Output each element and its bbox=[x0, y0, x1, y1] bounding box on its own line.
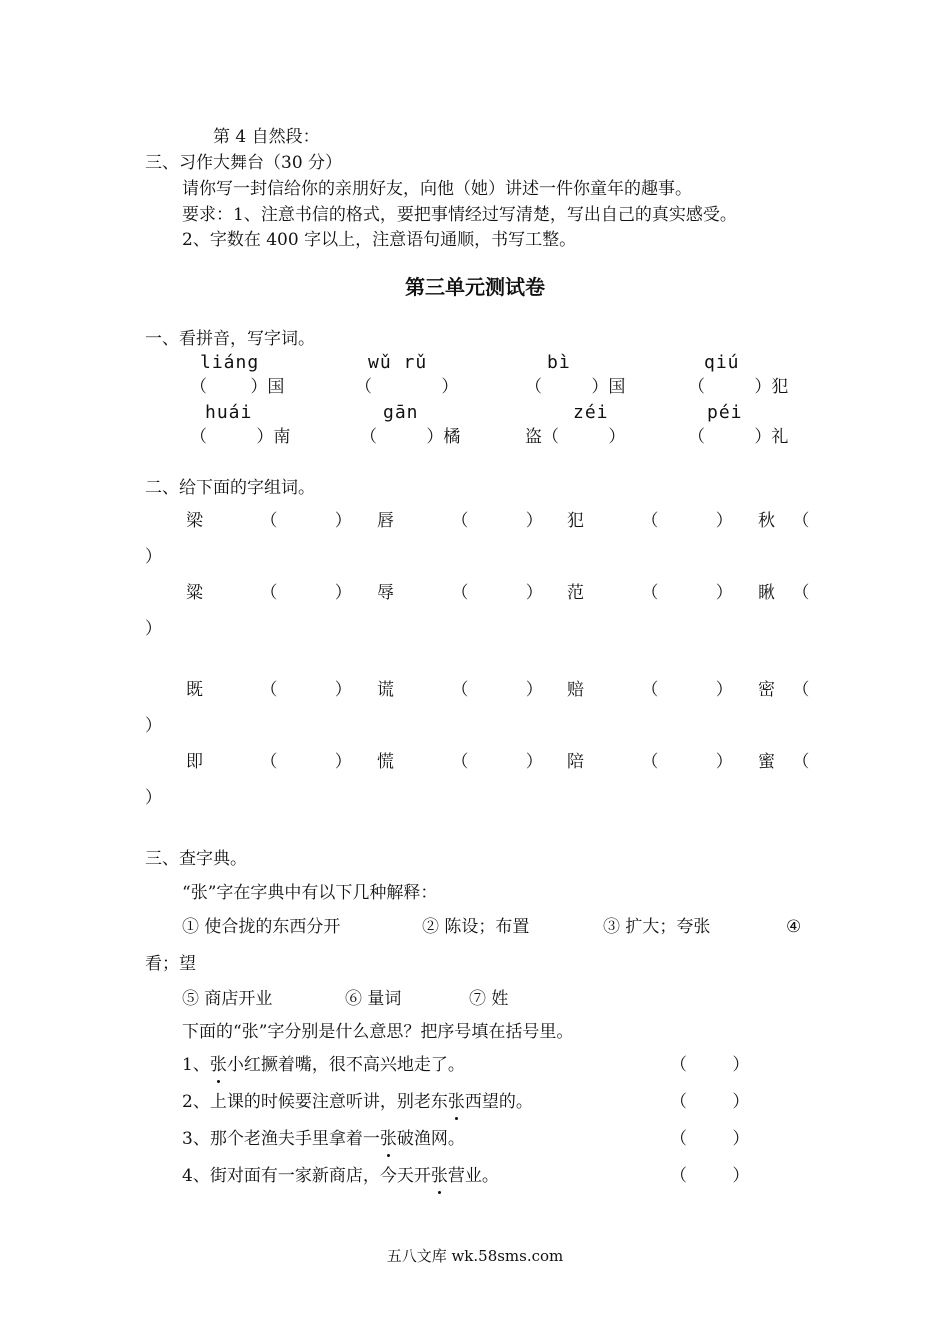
wrap-bracket: ） bbox=[145, 547, 162, 567]
sentence-item: 1、张小红撅着嘴，很不高兴地走了。 bbox=[182, 1055, 465, 1075]
word-group-item: 即 （ ） bbox=[186, 752, 352, 772]
word-group-item: 辱 （ ） bbox=[377, 583, 543, 603]
answer-blank: 盗（ ） bbox=[525, 427, 626, 447]
q1-heading: 一、看拼音，写字词。 bbox=[145, 329, 315, 349]
word-group-item: 范 （ ） bbox=[567, 583, 733, 603]
answer-blank: （ ）犯 bbox=[688, 377, 789, 397]
meaning-item: ⑥ 量词 bbox=[345, 989, 402, 1009]
pinyin: gān bbox=[383, 402, 419, 423]
answer-blank: （ ）橘 bbox=[360, 427, 461, 447]
sentence-item: 2、上课的时候要注意听讲，别老东张西望的。 bbox=[182, 1092, 533, 1112]
pinyin: péi bbox=[707, 402, 743, 423]
q2-heading: 二、给下面的字组词。 bbox=[145, 478, 315, 498]
answer-blank: （ ）国 bbox=[525, 377, 626, 397]
pinyin: zéi bbox=[573, 402, 609, 423]
emphasis-char: 张 bbox=[430, 1166, 448, 1186]
pinyin: huái bbox=[205, 402, 253, 423]
sentence-item: 3、那个老渔夫手里拿着一张破渔网。 bbox=[182, 1129, 465, 1149]
q3-instruction: 下面的“张”字分别是什么意思？把序号填在括号里。 bbox=[182, 1022, 574, 1042]
emphasis-char: 张 bbox=[209, 1055, 227, 1075]
writing-requirement-2: 2、字数在 400 字以上，注意语句通顺，书写工整。 bbox=[182, 230, 577, 250]
page-title: 第三单元测试卷 bbox=[405, 275, 545, 299]
wrap-bracket: ） bbox=[145, 619, 162, 639]
word-group-item: 谎 （ ） bbox=[377, 680, 543, 700]
pinyin: liáng bbox=[200, 352, 260, 373]
q3-intro: “张”字在字典中有以下几种解释： bbox=[182, 883, 438, 903]
word-group-item: 秋 （ bbox=[758, 511, 810, 531]
emphasis-char: 张 bbox=[447, 1092, 465, 1112]
word-group-item: 赔 （ ） bbox=[567, 680, 733, 700]
answer-blank: （ ）南 bbox=[190, 427, 291, 447]
word-group-item: 唇 （ ） bbox=[377, 511, 543, 531]
word-group-item: 梁 （ ） bbox=[186, 511, 352, 531]
word-group-item: 犯 （ ） bbox=[567, 511, 733, 531]
word-group-item: 瞅 （ bbox=[758, 583, 810, 603]
answer-blank: （ ） bbox=[670, 1055, 750, 1075]
section-3-heading: 三、习作大舞台（30 分） bbox=[145, 153, 343, 173]
meaning-item: ⑤ 商店开业 bbox=[182, 989, 273, 1009]
paragraph-4-label: 第 4 自然段： bbox=[213, 127, 320, 147]
meaning-item: ④ bbox=[786, 917, 802, 937]
answer-blank: （ ） bbox=[670, 1092, 750, 1112]
meaning-wrap: 看；望 bbox=[145, 954, 196, 974]
emphasis-char: 张 bbox=[379, 1129, 397, 1149]
word-group-item: 既 （ ） bbox=[186, 680, 352, 700]
pinyin: bì bbox=[547, 352, 571, 373]
word-group-item: 陪 （ ） bbox=[567, 752, 733, 772]
pinyin: qiú bbox=[704, 352, 740, 373]
answer-blank: （ ）礼 bbox=[688, 427, 789, 447]
word-group-item: 蜜 （ bbox=[758, 752, 810, 772]
writing-requirement-1: 要求：1、注意书信的格式，要把事情经过写清楚，写出自己的真实感受。 bbox=[182, 205, 737, 225]
meaning-item: ③ 扩大；夸张 bbox=[603, 917, 711, 937]
q3-heading: 三、查字典。 bbox=[145, 849, 247, 869]
sentence-item: 4、街对面有一家新商店，今天开张营业。 bbox=[182, 1166, 499, 1186]
writing-prompt: 请你写一封信给你的亲朋好友，向他（她）讲述一件你童年的趣事。 bbox=[182, 179, 692, 199]
answer-blank: （ ） bbox=[355, 377, 459, 397]
answer-blank: （ ） bbox=[670, 1129, 750, 1149]
answer-blank: （ ） bbox=[670, 1166, 750, 1186]
word-group-item: 密 （ bbox=[758, 680, 810, 700]
wrap-bracket: ） bbox=[145, 716, 162, 736]
word-group-item: 粱 （ ） bbox=[186, 583, 352, 603]
meaning-item: ② 陈设；布置 bbox=[422, 917, 530, 937]
footer-watermark: 五八文库 wk.58sms.com bbox=[386, 1247, 564, 1265]
pinyin: wǔ rǔ bbox=[368, 352, 428, 373]
wrap-bracket: ） bbox=[145, 788, 162, 808]
meaning-item: ⑦ 姓 bbox=[469, 989, 509, 1009]
word-group-item: 慌 （ ） bbox=[377, 752, 543, 772]
meaning-item: ① 使合拢的东西分开 bbox=[182, 917, 341, 937]
answer-blank: （ ）国 bbox=[190, 377, 285, 397]
